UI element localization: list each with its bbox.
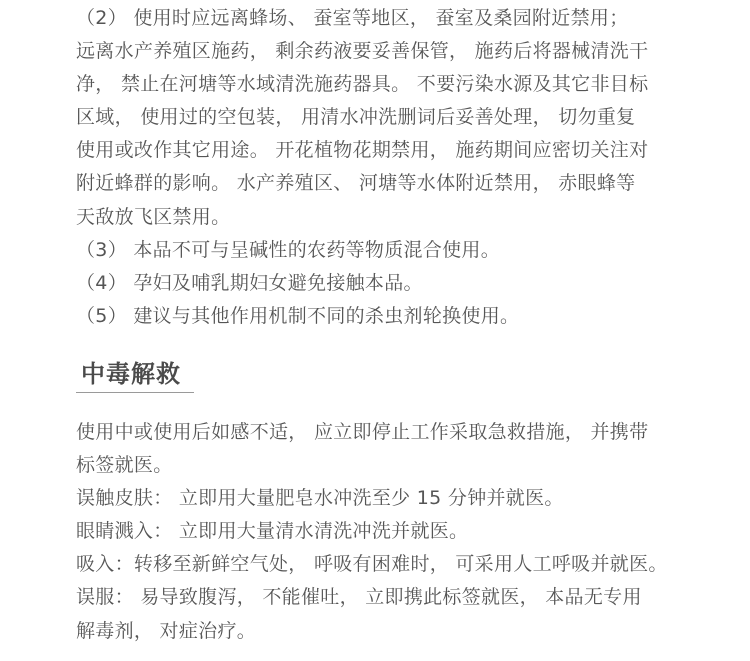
first-aid-eyes <box>76 515 676 548</box>
text-line: （5） 建议与其他作用机制不同的杀虫剂轮换使用。 <box>76 304 520 327</box>
section-title-first-aid <box>76 352 194 393</box>
text-line: （4） 孕妇及哺乳期妇女避免接触本品。 <box>76 271 423 294</box>
text-line: 远离水产养殖区施药， 剩余药液要妥善保管， 施药后将器械清洗干 <box>76 40 649 63</box>
text-line: 误触皮肤： 立即用大量肥皂水冲洗至少 15 分钟并就医。 <box>76 487 564 510</box>
text-line: 误服： 易导致腹泻， 不能催吐， 立即携此标签就医， 本品无专用 <box>76 586 642 609</box>
text-line: （2） 使用时应远离蜂场、 蚕室等地区， 蚕室及桑园附近禁用； <box>76 7 629 29</box>
text-line: （3） 本品不可与呈碱性的农药等物质混合使用。 <box>76 238 501 261</box>
first-aid-general <box>76 416 676 482</box>
text-line: 天敌放飞区禁用。 <box>76 205 231 228</box>
text-line: 眼睛溅入： 立即用大量清水清洗冲洗并就医。 <box>76 520 469 543</box>
first-aid-list <box>76 416 676 648</box>
precautions-list <box>76 2 676 333</box>
text-line: 标签就医。 <box>76 454 173 477</box>
text-line: 附近蜂群的影响。 水产养殖区、 河塘等水体附近禁用， 赤眼蜂等 <box>76 172 636 195</box>
precaution-item-5 <box>76 300 676 333</box>
text-line: 解毒剂， 对症治疗。 <box>76 619 257 642</box>
text-line: 吸入：转移至新鲜空气处， 呼吸有困难时， 可采用人工呼吸并就医。 <box>76 553 668 576</box>
first-aid-ingestion <box>76 581 676 647</box>
precaution-item-2 <box>76 2 676 234</box>
text-line: 使用或改作其它用途。 开花植物花期禁用， 施药期间应密切关注对 <box>76 139 649 162</box>
first-aid-skin <box>76 482 676 515</box>
precaution-item-3 <box>76 234 676 267</box>
first-aid-inhalation <box>76 548 676 581</box>
text-line: 净， 禁止在河塘等水域清洗施药器具。 不要污染水源及其它非目标 <box>76 73 649 96</box>
section-title-text: 中毒解救 <box>81 360 181 388</box>
precaution-item-4 <box>76 267 676 300</box>
text-line: 使用中或使用后如感不适， 应立即停止工作采取急救措施， 并携带 <box>76 421 649 443</box>
text-line: 区域， 使用过的空包装， 用清水冲洗删词后妥善处理， 切勿重复 <box>76 106 636 129</box>
